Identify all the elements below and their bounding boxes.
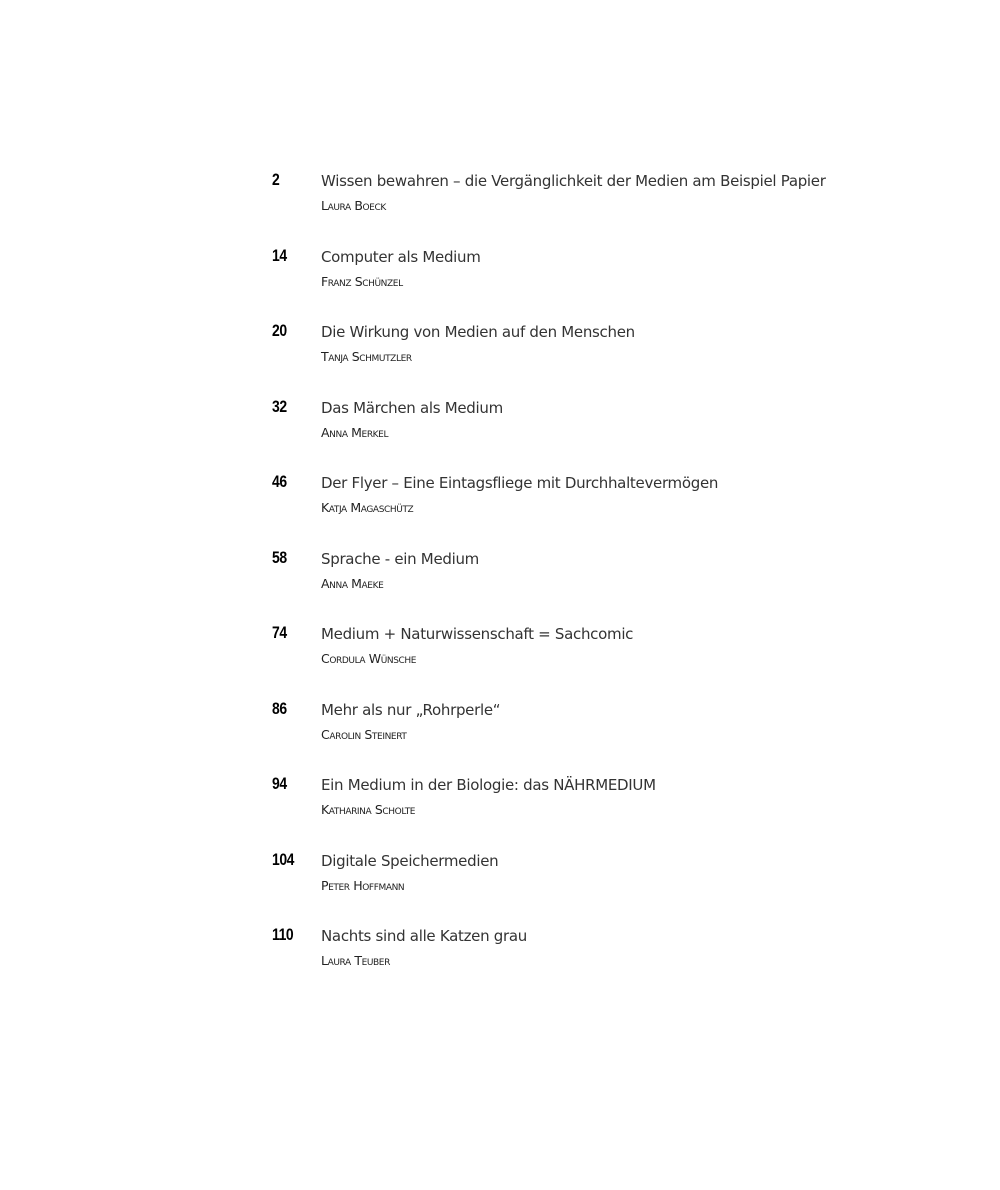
toc-page-number: 32 bbox=[272, 396, 287, 416]
toc-title[interactable]: Computer als Medium bbox=[321, 247, 481, 266]
toc-entry[interactable] bbox=[272, 925, 832, 1001]
toc-page-number: 58 bbox=[272, 547, 287, 567]
toc-entry[interactable] bbox=[272, 850, 832, 926]
toc-page-number: 94 bbox=[272, 774, 287, 793]
toc-entry[interactable] bbox=[272, 774, 832, 850]
toc-page-number: 46 bbox=[272, 472, 287, 491]
toc-entry[interactable] bbox=[272, 397, 832, 473]
toc-author: Katja Magaschütz bbox=[321, 500, 414, 515]
toc-author: Anna Merkel bbox=[321, 424, 389, 440]
toc-entry[interactable] bbox=[272, 472, 832, 548]
toc-title[interactable]: Der Flyer – Eine Eintagsfliege mit Durchhaltevermögen bbox=[321, 474, 719, 492]
toc-page-number: 86 bbox=[272, 698, 287, 718]
toc-title[interactable]: Sprache - ein Medium bbox=[321, 549, 479, 568]
toc-title[interactable]: Digitale Speichermedien bbox=[321, 851, 499, 870]
toc-title[interactable]: Ein Medium in der Biologie: das NÄHRMEDIUM bbox=[321, 776, 656, 794]
toc-page-number: 110 bbox=[272, 925, 294, 944]
toc-author: Laura Boeck bbox=[321, 198, 386, 213]
toc-entry[interactable] bbox=[272, 623, 832, 699]
toc-page-number: 104 bbox=[272, 849, 295, 869]
toc-author: Cordula Wünsche bbox=[321, 651, 417, 666]
toc-page-number: 74 bbox=[272, 623, 287, 642]
toc-page-number: 20 bbox=[272, 321, 287, 340]
toc-author: Carolin Steinert bbox=[321, 726, 407, 742]
toc-title[interactable]: Nachts sind alle Katzen grau bbox=[321, 927, 527, 945]
toc-title[interactable]: Die Wirkung von Medien auf den Menschen bbox=[321, 323, 635, 341]
toc-author: Katharina Scholte bbox=[321, 802, 416, 817]
toc-entry[interactable] bbox=[272, 321, 832, 397]
table-of-contents bbox=[272, 170, 832, 1001]
toc-page-number: 14 bbox=[272, 245, 287, 265]
toc-author: Laura Teuber bbox=[321, 953, 390, 968]
toc-author: Anna Maeke bbox=[321, 575, 384, 591]
toc-author: Peter Hoffmann bbox=[321, 877, 405, 893]
toc-title[interactable]: Das Märchen als Medium bbox=[321, 398, 503, 417]
toc-page-number: 2 bbox=[272, 170, 280, 189]
toc-entry[interactable] bbox=[272, 246, 832, 322]
toc-title[interactable]: Wissen bewahren – die Vergänglichkeit der Medien am Beispiel Papier bbox=[321, 172, 826, 190]
toc-entry[interactable] bbox=[272, 699, 832, 775]
toc-author: Tanja Schmutzler bbox=[321, 349, 412, 364]
toc-entry[interactable] bbox=[272, 170, 832, 246]
toc-title[interactable]: Mehr als nur „Rohrperle“ bbox=[321, 700, 501, 719]
toc-title[interactable]: Medium + Naturwissenschaft = Sachcomic bbox=[321, 625, 634, 643]
toc-author: Franz Schünzel bbox=[321, 273, 403, 289]
toc-entry[interactable] bbox=[272, 548, 832, 624]
